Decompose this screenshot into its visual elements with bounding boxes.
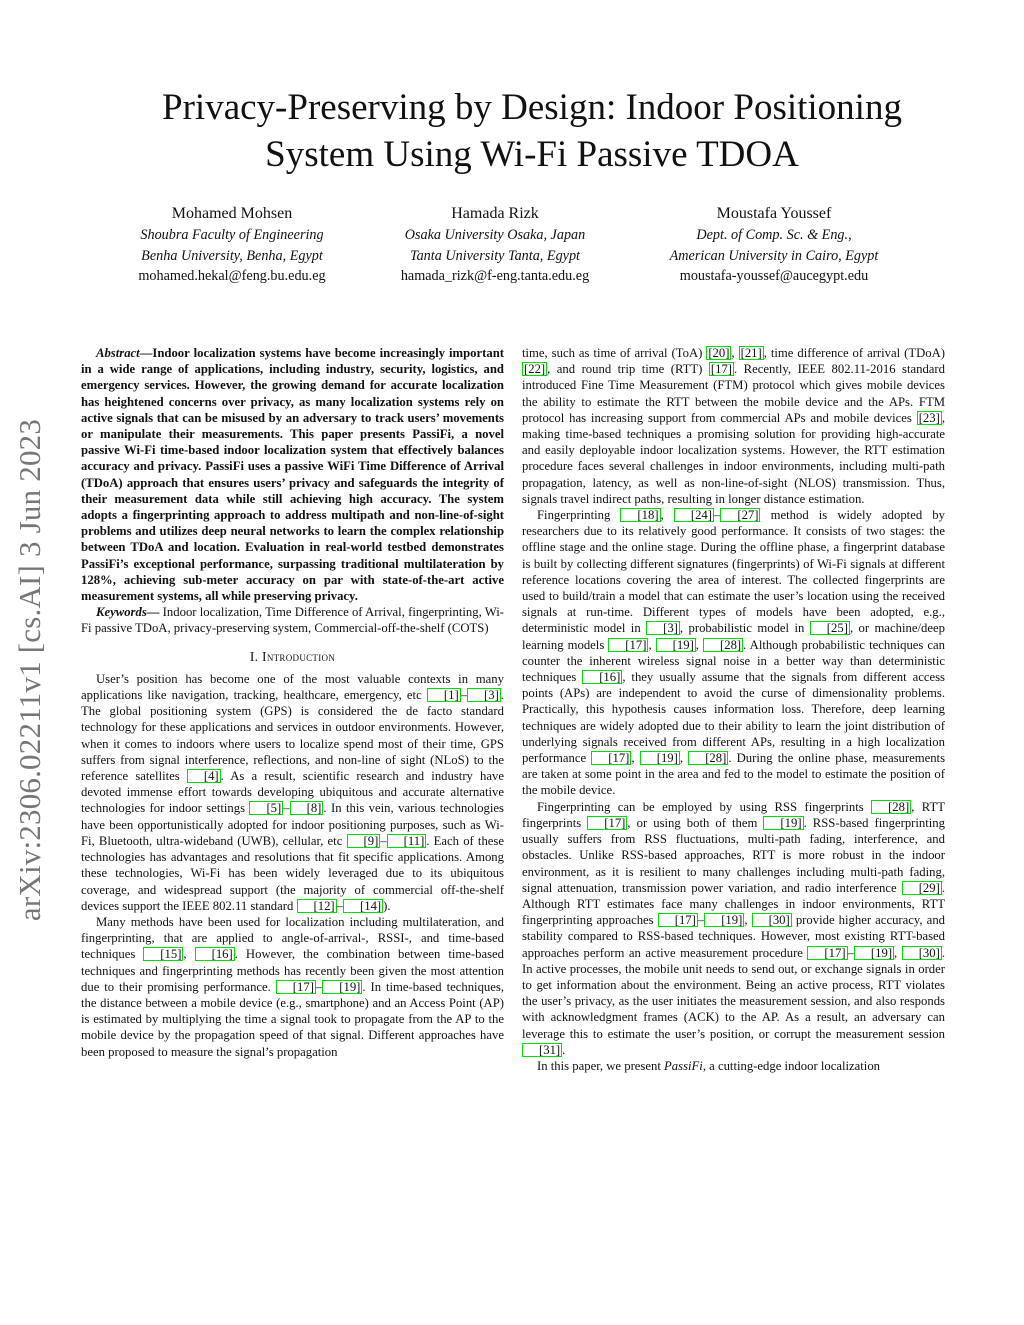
citation-link[interactable]: [17] bbox=[608, 638, 648, 652]
abstract-text: —Indoor localization systems have become increasingly important in a wide range of applications, including industry, security, logistics, and emergency services. However, the growing demand for accurate localization has heightened concerns over privacy, as many localization systems rely on active signals that can be misused by an adversary to track users’ movements or manipulate their measurements. This paper presents PassiFi, a novel passive Wi-Fi time-based indoor localization system that effectively balances accuracy and privacy. PassiFi uses a passive WiFi Time Difference of Arrival (TDoA) approach that ensures users’ privacy and safeguards the integrity of their measurement data while still achieving high accuracy. The system adopts a fingerprinting approach to address multipath and non-line-of-sight problems and utilizes deep neural networks to learn the complex relationship between TDoA and location. Evaluation in real-world testbed demonstrates PassiFi’s exceptional performance, surpassing traditional multilateration by 128%, achieving sub-meter accuracy on par with state-of-the-art active measurement systems, all while preserving privacy. bbox=[81, 346, 504, 604]
keywords-label: Keywords— bbox=[96, 605, 160, 620]
citation-link[interactable]: [15] bbox=[143, 947, 183, 961]
citation-link[interactable]: [12] bbox=[297, 899, 337, 913]
body-paragraph: Fingerprinting can be employed by using RSS fingerprints [28] , RTT fingerprints [17] , or using both of them [19] . RSS-based fingerprinting usually suffers from RSS fluctuations, multi-path fading, interference, and obstacles. Unlike RSS-based approaches, RTT is more robust in the indoor environment, as it is resilient to many challenges including multi-path fading, signal attenuation, transmission power variation, and radio interference [29] . Although RTT estimates face many challenges in indoor environments, RTT fingerprinting approaches [17] – [19] , [30] provide higher accuracy, and stability compared to RSS-based techniques. However, most existing RTT-based approaches perform an active measurement procedure [17] – [19] , [30] . In active processes, the mobile unit needs to send out, or exchange signals in order to get information about the environment. Being an active process, RTT violates the user’s privacy, as the user initiates the measurement session, and also responds with acknowledgment frames (ACK) to the AP. As a result, an adversary can leverage this to estimate the user’s position, or corrupt the measurement session [31] . bbox=[522, 799, 946, 1057]
author-affiliation: Shoubra Faculty of Engineering bbox=[140, 227, 324, 243]
citation-link[interactable]: [19] bbox=[322, 980, 362, 994]
keywords bbox=[81, 604, 504, 636]
citation-link[interactable]: [16] bbox=[582, 670, 622, 684]
keywords-text: Indoor localization, Time Difference of Arrival, fingerprinting, Wi-Fi passive TDoA, privacy-preserving system, Commercial-off-the-shelf (COTS) bbox=[81, 605, 504, 636]
right-column bbox=[522, 345, 945, 1074]
author-name: Hamada Rizk bbox=[451, 205, 539, 222]
author-3 bbox=[624, 203, 924, 287]
citation-link[interactable]: [30] bbox=[902, 946, 942, 960]
citation-link[interactable]: [3] bbox=[646, 621, 680, 635]
citation-link[interactable]: [21] bbox=[740, 346, 762, 360]
citation-link[interactable]: [8] bbox=[290, 801, 324, 815]
arxiv-stamp: arXiv:2306.02211v1 [cs.AI] 3 Jun 2023 bbox=[12, 418, 47, 922]
citation-link[interactable]: [19] bbox=[704, 913, 744, 927]
citation-link[interactable]: [28] bbox=[703, 638, 743, 652]
author-2 bbox=[345, 203, 645, 287]
citation-link[interactable]: [20] bbox=[708, 346, 730, 360]
citation-link[interactable]: [11] bbox=[387, 834, 427, 848]
title-line-2: System Using Wi-Fi Passive TDOA bbox=[265, 134, 799, 175]
citation-link[interactable]: [19] bbox=[763, 816, 803, 830]
system-name: PassiFi bbox=[664, 1058, 703, 1073]
author-affiliation: American University in Cairo, Egypt bbox=[669, 247, 879, 264]
citation-link[interactable]: [17] bbox=[591, 751, 631, 765]
citation-link[interactable]: [4] bbox=[187, 769, 221, 783]
author-name: Mohamed Mohsen bbox=[171, 205, 293, 222]
citation-link[interactable]: [17] bbox=[807, 946, 847, 960]
citation-link[interactable]: [22] bbox=[524, 362, 546, 377]
citation-link[interactable]: [14] bbox=[343, 899, 383, 913]
citation-link[interactable]: [24] bbox=[674, 508, 714, 522]
body-paragraph: Fingerprinting [18] , [24] – [27] method is widely adopted by researchers due to its relatively good performance. It consists of two stages: the offline stage and the online stage. During the offline phase, a fingerprint database is built by collecting different signatures (fingerprints) of Wi-Fi signals at different reference locations covering the area of interest. The collected fingerprints are used to build/train a model that can estimate the user’s location using the received signals at run-time. Different types of models have been adopted, e.g., deterministic model in [3] , probabilistic model in [25] , or machine/deep learning models [17] , [19] , [28] . Although probabilistic techniques can counter the inherent wireless signal noise in a better way than deterministic techniques [16] , they usually assume that the signals from different access points (APs) are independent to avoid the curse of dimensionality problems. Practically, this hypothesis causes information loss. Therefore, deep learning techniques are widely adopted due to their ability to learn the joint distribution of underlying signals received from different APs, resulting in a high localization performance [17] , [19] , [28] . During the online phase, measurements are taken at some point in the area and fed to the model to estimate the position of the mobile device. bbox=[522, 508, 946, 798]
section-heading: I. Introduction bbox=[249, 648, 336, 664]
left-column bbox=[81, 345, 504, 1060]
citation-link[interactable]: [18] bbox=[620, 508, 660, 522]
citation-link[interactable]: [1] bbox=[427, 688, 461, 702]
author-affiliation: Benha University, Benha, Egypt bbox=[141, 247, 323, 264]
citation-link[interactable]: [19] bbox=[656, 638, 696, 652]
author-email: mohamed.hekal@feng.bu.edu.eg bbox=[138, 268, 326, 284]
citation-link[interactable]: [29] bbox=[902, 881, 942, 895]
citation-link[interactable]: [30] bbox=[752, 913, 792, 927]
author-affiliation: Tanta University Tanta, Egypt bbox=[410, 247, 580, 264]
paper-title bbox=[60, 84, 1004, 178]
citation-link[interactable]: [19] bbox=[854, 946, 894, 960]
citation-link[interactable]: [9] bbox=[347, 834, 381, 848]
citation-link[interactable]: [3] bbox=[467, 688, 501, 702]
citation-link[interactable]: [28] bbox=[871, 800, 911, 814]
citation-link[interactable]: [25] bbox=[810, 621, 850, 635]
citation-link[interactable]: [19] bbox=[640, 751, 680, 765]
author-1 bbox=[82, 203, 382, 287]
body-paragraph: In this paper, we present PassiFi, a cutting-edge indoor localization bbox=[537, 1058, 881, 1073]
author-name: Moustafa Youssef bbox=[716, 205, 832, 222]
citation-link[interactable]: [17] bbox=[587, 816, 627, 830]
abstract-label: Abstract bbox=[96, 346, 140, 360]
author-affiliation: Osaka University Osaka, Japan bbox=[404, 227, 586, 243]
citation-link[interactable]: [28] bbox=[688, 751, 728, 765]
citation-link[interactable]: [23] bbox=[918, 410, 940, 425]
intro-paragraph-2: Many methods have been used for localization including multilateration, and fingerprinting, that are applied to angle-of-arrival-, RSSI-, and time-based techniques [15] , [16] . However, the combination between time-based techniques and fingerprinting methods has recently been given the most attention due to their promising performance. [17] – [19] . In time-based techniques, the distance between a mobile device (e.g., smartphone) and an Access Point (AP) is estimated by multiplying the time a signal took to propagate from the AP to the mobile device by the propagation speed of that signal. Different approaches have been proposed to measure the signal’s propagation bbox=[81, 914, 504, 1059]
citation-link[interactable]: [17] bbox=[658, 913, 698, 927]
author-affiliation: Dept. of Comp. Sc. & Eng., bbox=[696, 227, 852, 243]
intro-paragraph-1: User’s position has become one of the most valuable contexts in many applications like navigation, tracking, healthcare, emergency, etc [1] – [3] . The global positioning system (GPS) is considered the de facto standard technology for these applications and services in outdoor environments. However, when it comes to indoors where users to localize spend most of their time, GPS suffers from signal interference, reflections, and non-line of sight (NLoS) to the reference satellites [4] . As a result, scientific research and industry have devoted immense effort towards developing ubiquitous and accurate alternative technologies for indoor settings [5] – [8] . In this vein, various technologies have been opportunistically adopted for indoor positioning purposes, such as Wi-Fi, Bluetooth, ultra-wideband (UWB), cellular, etc [9] – [11] . Each of these technologies has advantages and resolutions that fit specific applications. Among these technologies, Wi-Fi has been widely leveraged due to its ubiquitous coverage, and widespread support (the majority of commercial off-the-shelf devices support the IEEE 802.11 standard [12] – [14] ). bbox=[81, 671, 505, 913]
citation-link[interactable]: [17] bbox=[710, 362, 733, 377]
citation-link[interactable]: [5] bbox=[249, 801, 283, 815]
author-email: moustafa-youssef@aucegypt.edu bbox=[679, 268, 869, 284]
abstract bbox=[81, 345, 504, 604]
title-line-1: Privacy-Preserving by Design: Indoor Positioning bbox=[162, 87, 902, 128]
citation-link[interactable]: [16] bbox=[195, 947, 235, 961]
author-email: hamada_rizk@f-eng.tanta.edu.eg bbox=[400, 268, 590, 284]
body-paragraph: time, such as time of arrival (ToA) [20] , [21] , time difference of arrival (TDoA) [22] , and round trip time (RTT) [17] . Recently, IEEE 802.11-2016 standard introduced Fine Time Measurement (FTM) protocol which gives mobile devices the ability to estimate the RTT between the mobile device and the APs. FTM protocol has increasing support from commercial APs and mobile devices [23] , making time-based techniques a promising solution for providing high-accurate and easily deployable indoor localization systems. However, the RTT estimation procedure faces several challenges in indoor environments, including multi-path propagation, latency, as well as non-line-of-sight (NLOS) transmission. Thus, signals travel indirect paths, resulting in longer distance estimation. bbox=[522, 346, 946, 506]
citation-link[interactable]: [17] bbox=[276, 980, 316, 994]
citation-link[interactable]: [31] bbox=[522, 1043, 562, 1057]
citation-link[interactable]: [27] bbox=[720, 508, 760, 522]
